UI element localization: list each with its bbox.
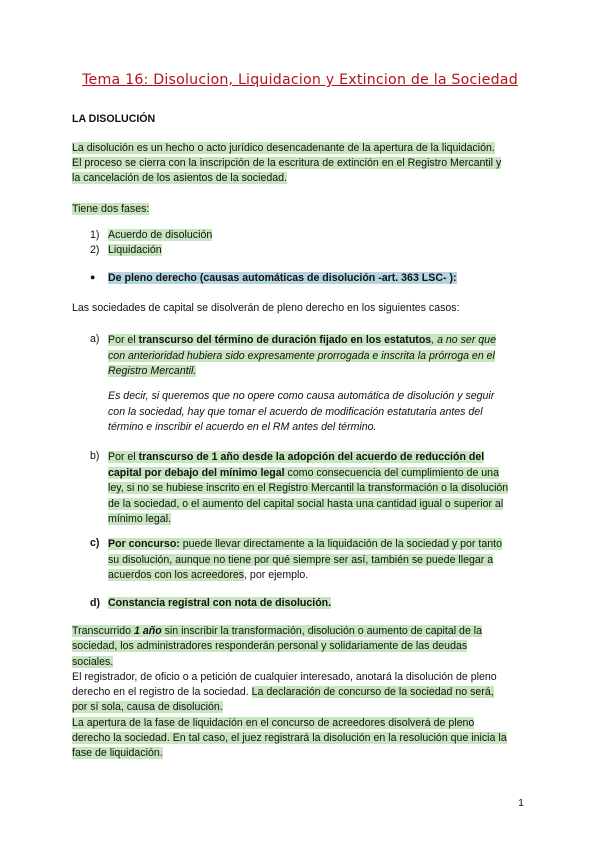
- closing-text: La declaración de concurso de la sociedad no será,: [251, 686, 494, 699]
- item-d-marker: d): [90, 597, 100, 609]
- item-b-text: ley, si no se hubiese inscrito en el Registro Mercantil la transformación o la disolución: [108, 482, 509, 495]
- item-b-bold: capital por debajo del mínimo legal: [108, 466, 285, 479]
- item-a-note-line: Es decir, si queremos que no opere como causa automática de disolución y seguir: [108, 390, 495, 402]
- item-c-text: , por ejemplo.: [244, 569, 309, 582]
- item-a-bold: transcurso del término de duración fijado en los estatutos: [138, 334, 432, 346]
- intro-line: la cancelación de los asientos de la sociedad.: [72, 172, 287, 185]
- item-b-marker: b): [90, 450, 100, 462]
- item-a-note: [108, 389, 518, 436]
- bullet-text: De pleno derecho (causas automáticas de disolución -art. 363 LSC- ):: [108, 272, 457, 284]
- phases-intro: [72, 202, 542, 217]
- item-a-italic: Registro Mercantil.: [108, 365, 197, 378]
- phase-label: Acuerdo de disolución: [108, 229, 213, 241]
- closing-text: derecho en el registro de la sociedad.: [72, 686, 252, 699]
- item-a-italic: , a no ser que: [431, 334, 496, 346]
- closing-text: derecho la sociedad.: [72, 732, 173, 745]
- intro-line: El proceso se cierra con la inscripción de la escritura de extinción en el Registro Mercantil y: [72, 157, 502, 170]
- item-d-text: Constancia registral con nota de disolución.: [108, 597, 332, 609]
- page-title: Tema 16: Disolucion, Liquidacion y Extincion de la Sociedad: [82, 72, 518, 88]
- item-a-marker: a): [90, 333, 100, 345]
- intro-line: La disolución es un hecho o acto jurídico desencadenante de la apertura de la liquidación.: [72, 142, 495, 154]
- item-b-bold: transcurso de 1 año desde la adopción del acuerdo de reducción del: [138, 451, 485, 463]
- section-heading: LA DISOLUCIÓN: [72, 113, 156, 125]
- item-b-text: como consecuencia del cumplimiento de una: [284, 466, 499, 479]
- item-b: [108, 450, 518, 528]
- item-c-marker: c): [90, 537, 100, 549]
- intro-paragraph: [72, 141, 542, 187]
- closing-paragraph: [72, 624, 542, 762]
- item-b-text: Por el: [108, 451, 139, 463]
- phase-marker: 1): [90, 229, 100, 241]
- phase-label: Liquidación: [108, 244, 162, 256]
- item-b-text: de la sociedad, o el aumento del capital social hasta una cantidad igual o superior al: [108, 497, 504, 510]
- page-number: 1: [518, 797, 524, 809]
- closing-text: El registrador, de oficio o a petición de cualquier interesado, anotará la disolución de pleno: [72, 670, 497, 683]
- item-a-text: Por el: [108, 334, 139, 346]
- closing-text: Transcurrido: [72, 625, 135, 637]
- closing-text: fase de liquidación.: [72, 747, 163, 760]
- item-b-text: mínimo legal.: [108, 513, 171, 526]
- closing-text: La apertura de la fase de liquidación en el concurso de acreedores disolverá de pleno: [72, 716, 475, 729]
- closing-text: sin inscribir la transformación, disolución o aumento de capital de la: [161, 625, 483, 637]
- closing-text: sociales.: [72, 655, 114, 668]
- item-c: [108, 537, 518, 584]
- closing-text: sociedad, los administradores responderán personal y solidariamente de las deudas: [72, 640, 468, 653]
- cases-intro: Las sociedades de capital se disolverán de pleno derecho en los siguientes casos:: [72, 302, 460, 314]
- phases-intro-text: Tiene dos fases:: [72, 203, 150, 215]
- item-a-note-line: término e inscribir el acuerdo en el RM antes del término.: [108, 421, 377, 434]
- item-a-note-line: con la sociedad, hay que tomar el acuerdo de modificación estatutaria antes del: [108, 405, 483, 418]
- item-c-text: acuerdos con los acreedores: [108, 569, 245, 582]
- item-a-italic: con anterioridad hubiera sido expresamente prorrogada e inscrita la prórroga en el: [108, 349, 495, 362]
- bullet-icon: ●: [90, 272, 96, 282]
- phase-marker: 2): [90, 244, 100, 256]
- item-c-text: su disolución, aunque no tiene por qué siempre ser así, también se puede llegar a: [108, 553, 494, 566]
- closing-text: por sí sola, causa de disolución.: [72, 701, 223, 714]
- closing-bold-italic: 1 año: [134, 625, 162, 637]
- item-a: [108, 333, 518, 380]
- closing-text: En tal caso, el juez registrará la disolución en la resolución que inicia la: [172, 732, 507, 745]
- item-c-bold: Por concurso:: [108, 538, 180, 550]
- item-c-text: puede llevar directamente a la liquidación de la sociedad y por tanto: [179, 538, 502, 550]
